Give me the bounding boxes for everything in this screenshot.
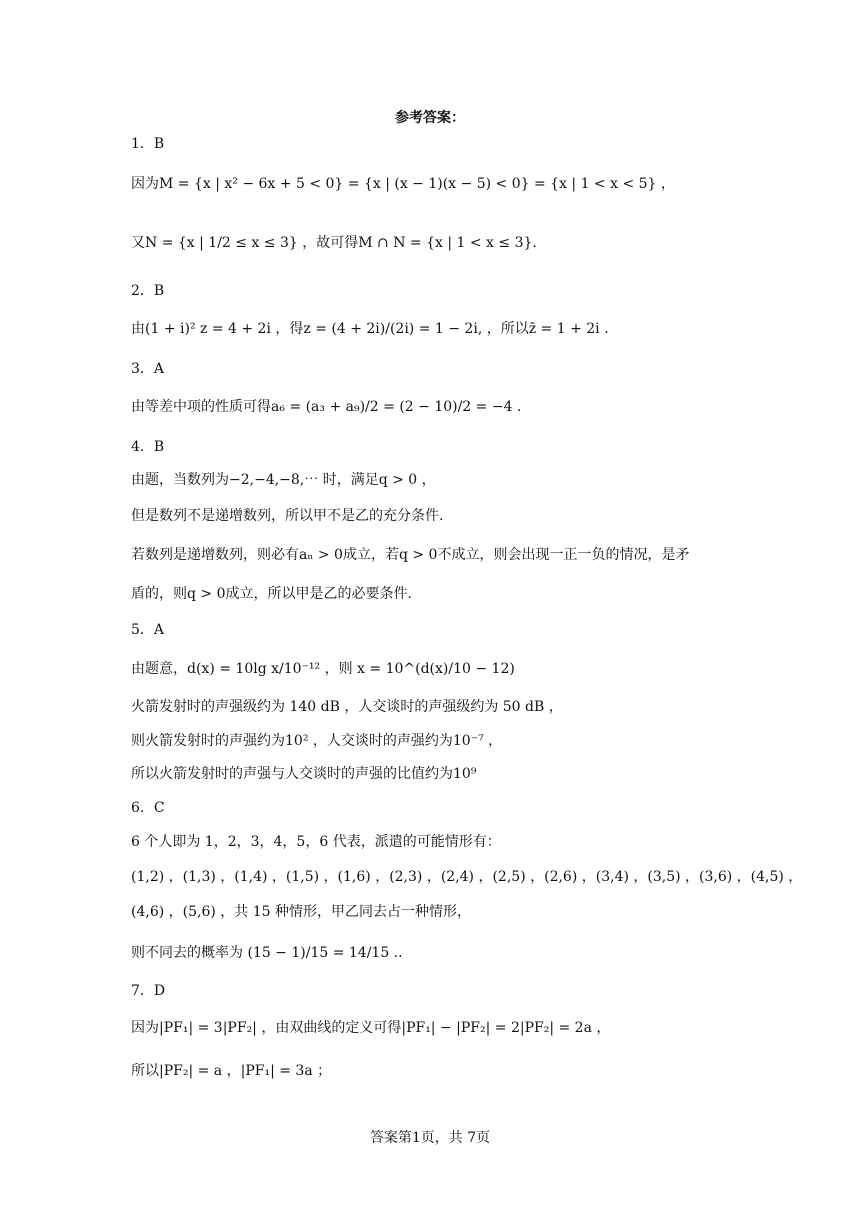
question-1-line-1: 因为M = {x | x² − 6x + 5 < 0} = {x | (x − 1)(x − 5) < 0} = {x | 1 < x < 5} ， [131,176,675,192]
question-5-line-2: 火箭发射时的声强级约为 140 dB ，人交谈时的声强级约为 50 dB ， [131,699,563,715]
question-7-answer: 7．D [131,983,166,999]
question-7-line-1: 因为|PF₁| = 3|PF₂| ，由双曲线的定义可得|PF₁| − |PF₂| = 2|PF₂| = 2a ， [131,1020,611,1036]
question-4-line-4: 盾的，则q > 0成立，所以甲是乙的必要条件. [131,586,412,602]
question-2-answer: 2．B [131,283,165,299]
question-2-line-1: 由(1 + i)² z = 4 + 2i ，得z = (4 + 2i)/(2i) = 1 − 2i, ，所以z̄ = 1 + 2i . [131,321,609,337]
question-1-line-2: 又N = {x | 1/2 ≤ x ≤ 3} ，故可得M ∩ N = {x | 1 < x ≤ 3}. [131,235,537,251]
question-6-answer: 6．C [131,800,165,816]
page-footer: 答案第1页，共 7页 [369,1130,491,1146]
page-title: 参考答案： [395,110,465,126]
question-4-line-2: 但是数列不是递增数列，所以甲不是乙的充分条件. [131,508,444,524]
question-5-line-1: 由题意，d(x) = 10lg x/10⁻¹² ，则 x = 10^(d(x)/10 − 12) [131,661,515,677]
question-4-line-1: 由题，当数列为−2,−4,−8,⋯ 时，满足q > 0 ， [131,472,436,488]
question-6-line-2: (1,2) ，(1,3) ，(1,4) ，(1,5) ，(1,6) ，(2,3) ，(2,4) ，(2,5) ，(2,6) ，(3,4) ，(3,5) ，(3,6) ，(4,5) ， [131,869,803,885]
question-4-answer: 4．B [131,439,165,455]
question-5-line-4: 所以火箭发射时的声强与人交谈时的声强的比值约为10⁹ [131,766,477,782]
question-3-answer: 3．A [131,361,165,377]
question-5-line-3: 则火箭发射时的声强约为10² ，人交谈时的声强约为10⁻⁷ ， [131,733,503,749]
question-7-line-2: 所以|PF₂| = a ，|PF₁| = 3a ； [131,1063,332,1079]
question-4-line-3: 若数列是递增数列，则必有aₙ > 0成立，若q > 0不成立，则会出现一正一负的情况，是矛 [131,547,690,563]
question-6-line-4: 则不同去的概率为 (15 − 1)/15 = 14/15 .. [131,945,403,961]
question-1-answer: 1．B [131,136,165,152]
question-6-line-3: (4,6) ，(5,6) ，共 15 种情形，甲乙同去占一种情形， [131,904,471,920]
question-6-line-1: 6 个人即为 1，2，3，4，5，6 代表，派遣的可能情形有： [131,834,501,850]
question-3-line-1: 由等差中项的性质可得a₆ = (a₃ + a₉)/2 = (2 − 10)/2 = −4 . [131,399,522,415]
question-5-answer: 5．A [131,622,165,638]
